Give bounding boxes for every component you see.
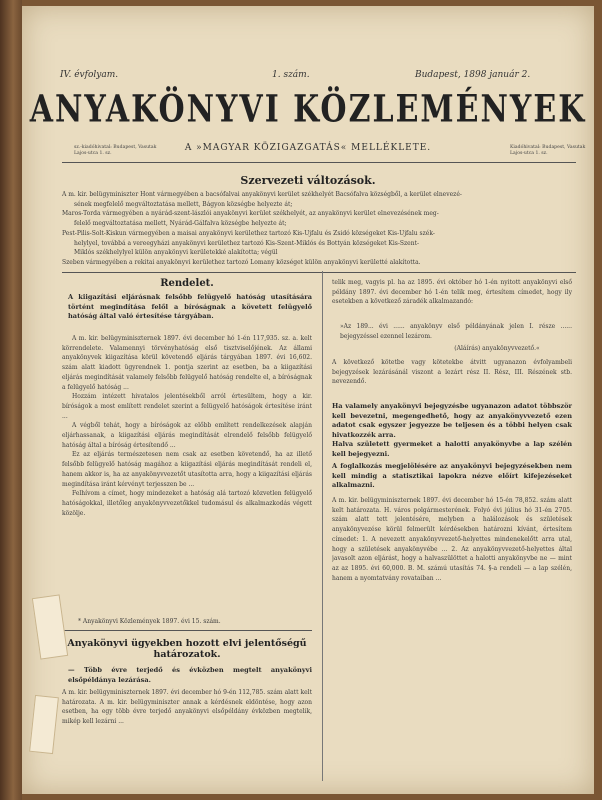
masthead-title: ANYAKÖNYVI KÖZLEMÉNYEK [29, 87, 587, 132]
decree-body [62, 334, 312, 614]
rulings-lead: — Több évre terjedő és évközben megtelt anyakönyvi elsőpéldánya lezárása. [68, 666, 312, 684]
rulings-body: A m. kir. belügyminiszternek 1897. évi december hó 9-én 112,785. szám alatt kelt határozata. A m. kir. belügyminiszter annak a kérdésnek eldöntése, hogy azon esetben, ha egy több évre terjedő anyakönyvi elsőpéldány évközben megtelik, mikép kell lezárni ... [62, 689, 312, 726]
masthead-rule [62, 162, 576, 163]
section-line: Pest-Pilis-Solt-Kiskun vármegyében a maisai anyakönyvi kerülethez tartozó Kis-Ujfalu és Zsidó községeket Kis-Ujfalu szék- [62, 229, 435, 237]
section-line: Maros-Torda vármegyében a nyárád-szent-lászlói anyakönyvi kerület székhelyét, az anyakönyvi kerület elnevezésének meg- [62, 210, 439, 218]
closing-formula: »Az 189... évi ...... anyakönyv első példányának jelen I. része ...... bejegyzéssel ezennel lezárom. [340, 323, 572, 340]
ruling-bold-1: Ha valamely anyakönyvi bejegyzésbe ugyanazon adatot többször kell bevezetni, megengedhető, hogy az anyakönyvvezető ezen adatot csak egyszer jegyezze be teljesen és a többi helyen csak hivatkozzék arra. [332, 402, 572, 439]
decree-paragraph: Ez az eljárás természetesen nem csak az esetben követendő, ha az illető felsőbb felügyelő hatóság magához a kiigazítási eljárás megindítását rendeli el, hanem akkor is, ha az anyakönyvvezetőt utasította arra, hogy a kiigazítási eljárás megindítása iránt kérvényt terjesszen be ... [62, 451, 312, 488]
section-title: Szervezeti változások. [240, 174, 376, 187]
section-line: helylyel, továbbá a vereegyházi anyakönyvi kerülethez tartozó Kis-Szent-Miklós és Bottyán községeket Kis-Szent- [74, 239, 420, 247]
section-line: sének megfelelő megváltoztatása mellett, Bágyon községbe helyezte át; [74, 200, 293, 208]
section-line: A m. kir. belügyminiszter Hont vármegyében a bacsófalvai anyakönyvi kerület székhelyét Bacsófalva községből, a kerület elnevezé- [62, 191, 462, 198]
footnote: * Anyakönyvi Közlemények 1897. évi 15. szám. [78, 618, 221, 625]
book-spine [0, 0, 22, 800]
ruling-bold-2: Halva született gyermeket a halotti anyakönyvbe a lap szélén kell bejegyezni. [332, 440, 572, 458]
column-divider [322, 271, 323, 781]
left-col-rule [62, 630, 312, 631]
imprint-right: Kiadóhivatal: Budapest, Vasutak Lajos-utca 1. sz. [510, 145, 586, 156]
columns-rule [62, 272, 576, 273]
decree-paragraph: A végből tehát, hogy a bíróságok az előbb említett rendelkezések alapján eljárhassanak, a kiigazítási eljárás megindítását elrendelő felsőbb felügyelő hatóság által a bíróság értesítendő ... [62, 422, 312, 449]
imprint-left: sz.-kiadóhivatal: Budapest, Vasutak Lajos-utca 1. sz. [74, 145, 157, 156]
section-line: Miklós székhelylyel külön anyakönyvi kerületekké alakította; végül [74, 249, 278, 257]
newspaper-page [22, 6, 594, 794]
section-line: Szeben vármegyében a rekitai anyakönyvi kerülethez tartozó Lomany községet külön anyakönyvi kerületté alakította. [62, 258, 421, 266]
ruling-bold-3: A foglalkozás megjelölésére az anyakönyvi bejegyzésekben nem kell mindig a statisztikai lapokra nézve előírt kifejezéseket alkalmazni. [332, 462, 572, 489]
section-body [62, 190, 572, 268]
issue-date: Budapest, 1898 január 2. [415, 70, 531, 80]
decree-paragraph: Felhívom a címet, hogy mindezeket a hatóság alá tartozó közvetlen felügyelő hatóságokkal, illetőleg anyakönyvvezetőkkel tudomásul és alkalmazkodás végett közölje. [62, 490, 312, 517]
signature-formula: (Aláírás) anyakönyvvezető.« [454, 345, 540, 352]
right-body-bottom: A m. kir. belügyminiszternek 1897. évi december hó 15-én 78,852. szám alatt kelt határozata. H. város polgármesterének. Folyó évi július hó 31-én 2705. szám alatt tett jelentésére, melyben a halálozások és születések anyakönyvezése körül felmerült kérdésekben határozni kívánt, értesítem címedet: 1. A nevezett anyakönyvvezető-helyettes mindenekelőtt arra utal, hogy a születések anyakönyvébe ... 2. Az anyakönyvvezető-helyettes által javasolt azon eljárást, hogy a halvaszülöttet a halotti anyakönyvbe ne — mint az az 1895. évi 60,000. B. M. számú utasítás 74. §-a rendeli — a lap szélén, hanem a nyomtatvány rovataiban ... [332, 497, 572, 582]
section-line: felelő megváltoztatása mellett, Nyárád-Gálfalva községbe helyezte át; [74, 220, 287, 228]
decree-lead: A kiigazítási eljárásnak felsőbb felügyelő hatóság utasítására történt megindítása felől a bíróságnak a követett felügyelő hatóság által való értesítése tárgyában. [68, 293, 312, 320]
right-body-mid: A következő kötetbe vagy kötetekbe átvitt ugyanazon évfolyambeli bejegyzések lezárásánál viszont a lezárt rész II. Rész, III. Részének stb. nevezendő. [332, 359, 572, 386]
paper-tear [29, 695, 59, 754]
decree-paragraph: A m. kir. belügyminiszternek 1897. évi december hó 1-én 117,935. sz. a. kelt körrendelete. Valamennyi törvényhatóság első tisztviselőjének. Az állami anyakönyvek kiigazítása körül követendő eljárás tárgyában 1897. évi 16,602. szám alatt kiadott ügyrendnek 1. pontja szerint az esetben, ba a kiigazítási eljárás megindítását valamely felsőbb felügyelő hatóság rendelte el, a bíróságnak a felügyelő hatóság ... [62, 335, 312, 391]
rulings-heading: Anyakönyvi ügyekben hozott elvi jelentőségű határozatok. [67, 638, 307, 660]
masthead-subtitle: A »MAGYAR KÖZIGAZGATÁS« MELLÉKLETE. [184, 143, 432, 153]
decree-paragraph: Hozzám intézett hivatalos jelentésekből arról értesültem, hogy a kir. bíróságok a most említett rendelet szerint a felügyelő hatóságok értesítése iránt ... [62, 393, 312, 420]
right-body-top: telik meg, vagyis pl. ha az 1895. évi október hó 1-én nyitott anyakönyvi első példány 1897. évi december hó 1-én telik meg, értesítem címedet, hogy ily esetekben a következő záradék alkalmazandó: [332, 279, 572, 306]
decree-heading: Rendelet. [160, 278, 214, 289]
volume-label: IV. évfolyam. [60, 70, 119, 80]
issue-number: 1. szám. [272, 70, 310, 80]
